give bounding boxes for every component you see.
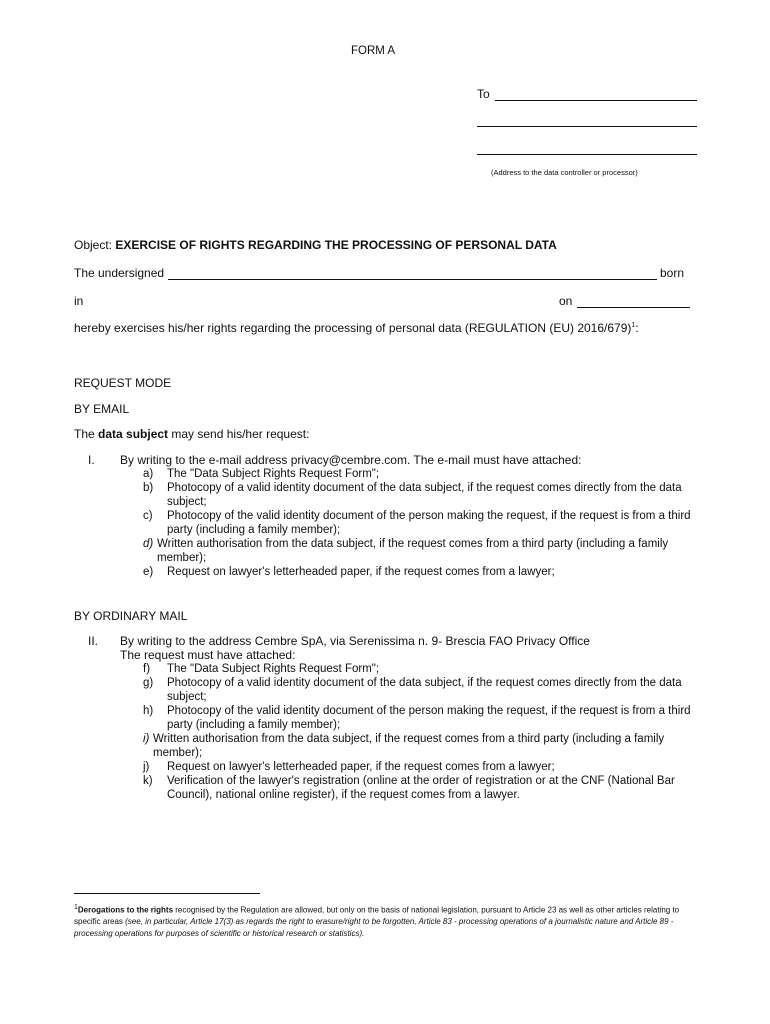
rights-sentence-text: hereby exercises his/her rights regarding the processing of personal data (REGULATION (EU) 2016/679) (74, 321, 632, 335)
email-numeral: I. (88, 453, 95, 467)
to-address-line-3[interactable] (477, 154, 697, 155)
intro-prefix: The (74, 427, 99, 441)
born-label: born (660, 266, 685, 280)
item-marker: f) (143, 663, 151, 675)
item-marker: c) (143, 510, 153, 522)
by-mail-heading: BY ORDINARY MAIL (74, 609, 188, 623)
item-text: Verification of the lawyer's registration (online at the order of registration or at the CNF (National Bar Council), national online register), if the request comes from a lawyer. (167, 775, 675, 801)
to-address-line-1[interactable] (495, 100, 697, 101)
footnote-bold: Derogations to the rights (77, 905, 174, 915)
item-text: Request on lawyer's letterheaded paper, if the request comes from a lawyer; (167, 566, 555, 578)
item-text: The "Data Subject Rights Request Form"; (167, 663, 380, 675)
form-title: FORM A (351, 45, 396, 57)
item-text: Photocopy of a valid identity document of the data subject, if the request comes directly from the data subject; (167, 677, 682, 703)
undersigned-name-field[interactable] (168, 279, 657, 280)
on-label: on (559, 294, 573, 308)
item-text: Written authorisation from the data subject, if the request comes from a third party (including a family member); (153, 733, 665, 759)
to-label: To (477, 87, 490, 101)
email-lead: By writing to the e-mail address privacy@cembre.com. The e-mail must have attached: (120, 453, 582, 467)
by-email-heading: BY EMAIL (74, 402, 130, 416)
to-address-line-2[interactable] (477, 126, 697, 127)
rights-sentence (74, 321, 639, 335)
footnote-number: 1 (74, 904, 78, 911)
item-marker: b) (143, 482, 154, 494)
item-text-inner: Written authorisation from the data subject, if the request comes from a third party (including a family member); (157, 538, 669, 564)
item-marker: h) (143, 705, 154, 717)
item-marker: j) (143, 761, 150, 773)
item-text: Photocopy of the valid identity document of the person making the request, if the request is from a third party (including a family member); (167, 705, 691, 731)
footnote-separator (74, 893, 260, 894)
footnote-text: recognised by the Regulation are allowed, but only on the basis of national legislation, pursuant to Article 23 as well as other articles relating to specific areas (74, 905, 680, 927)
mail-lead: By writing to the address Cembre SpA, via Serenissima n. 9- Brescia FAO Privacy Office (120, 634, 590, 648)
footnote-ref: 1 (631, 322, 636, 329)
mail-lead-2: The request must have attached: (120, 648, 296, 662)
request-intro (74, 427, 309, 441)
item-marker: e) (143, 566, 154, 578)
item-text: Photocopy of a valid identity document of the data subject, if the request comes directly from the data subject; (167, 482, 682, 508)
object-title: EXERCISE OF RIGHTS REGARDING THE PROCESSING OF PERSONAL DATA (115, 238, 557, 252)
item-marker: a) (143, 468, 154, 480)
undersigned-label: The undersigned (74, 266, 165, 280)
footnote-italic: (see, in particular, Article 17(3) as regards the right to erasure/right to be forgotten, Article 83 - processing operations of a journalistic nature and Article 89 - processing operations for purposes of scientific or historical research or statistics). (74, 917, 674, 938)
item-text: Request on lawyer's letterheaded paper, if the request comes from a lawyer; (167, 761, 555, 773)
item-text: The "Data Subject Rights Request Form"; (167, 468, 380, 480)
mail-numeral: II. (88, 634, 99, 648)
rights-sentence-end: : (635, 321, 639, 335)
item-marker: d) (143, 538, 154, 550)
item-marker: k) (143, 775, 153, 787)
item-text (157, 538, 695, 565)
intro-suffix: may send his/her request: (168, 427, 310, 441)
intro-bold: data subject (98, 427, 169, 441)
address-note: (Address to the data controller or processor) (491, 168, 638, 177)
object-line (74, 238, 557, 252)
footnote (74, 902, 694, 939)
item-marker: i) (143, 733, 150, 745)
birth-date-field[interactable] (577, 307, 690, 308)
in-label: in (74, 294, 84, 308)
item-marker: g) (143, 677, 154, 689)
item-text: Photocopy of the valid identity document of the person making the request, if the request is from a third party (including a family member); (167, 510, 691, 536)
request-mode-heading: REQUEST MODE (74, 376, 172, 390)
object-prefix: Object: (74, 238, 116, 252)
